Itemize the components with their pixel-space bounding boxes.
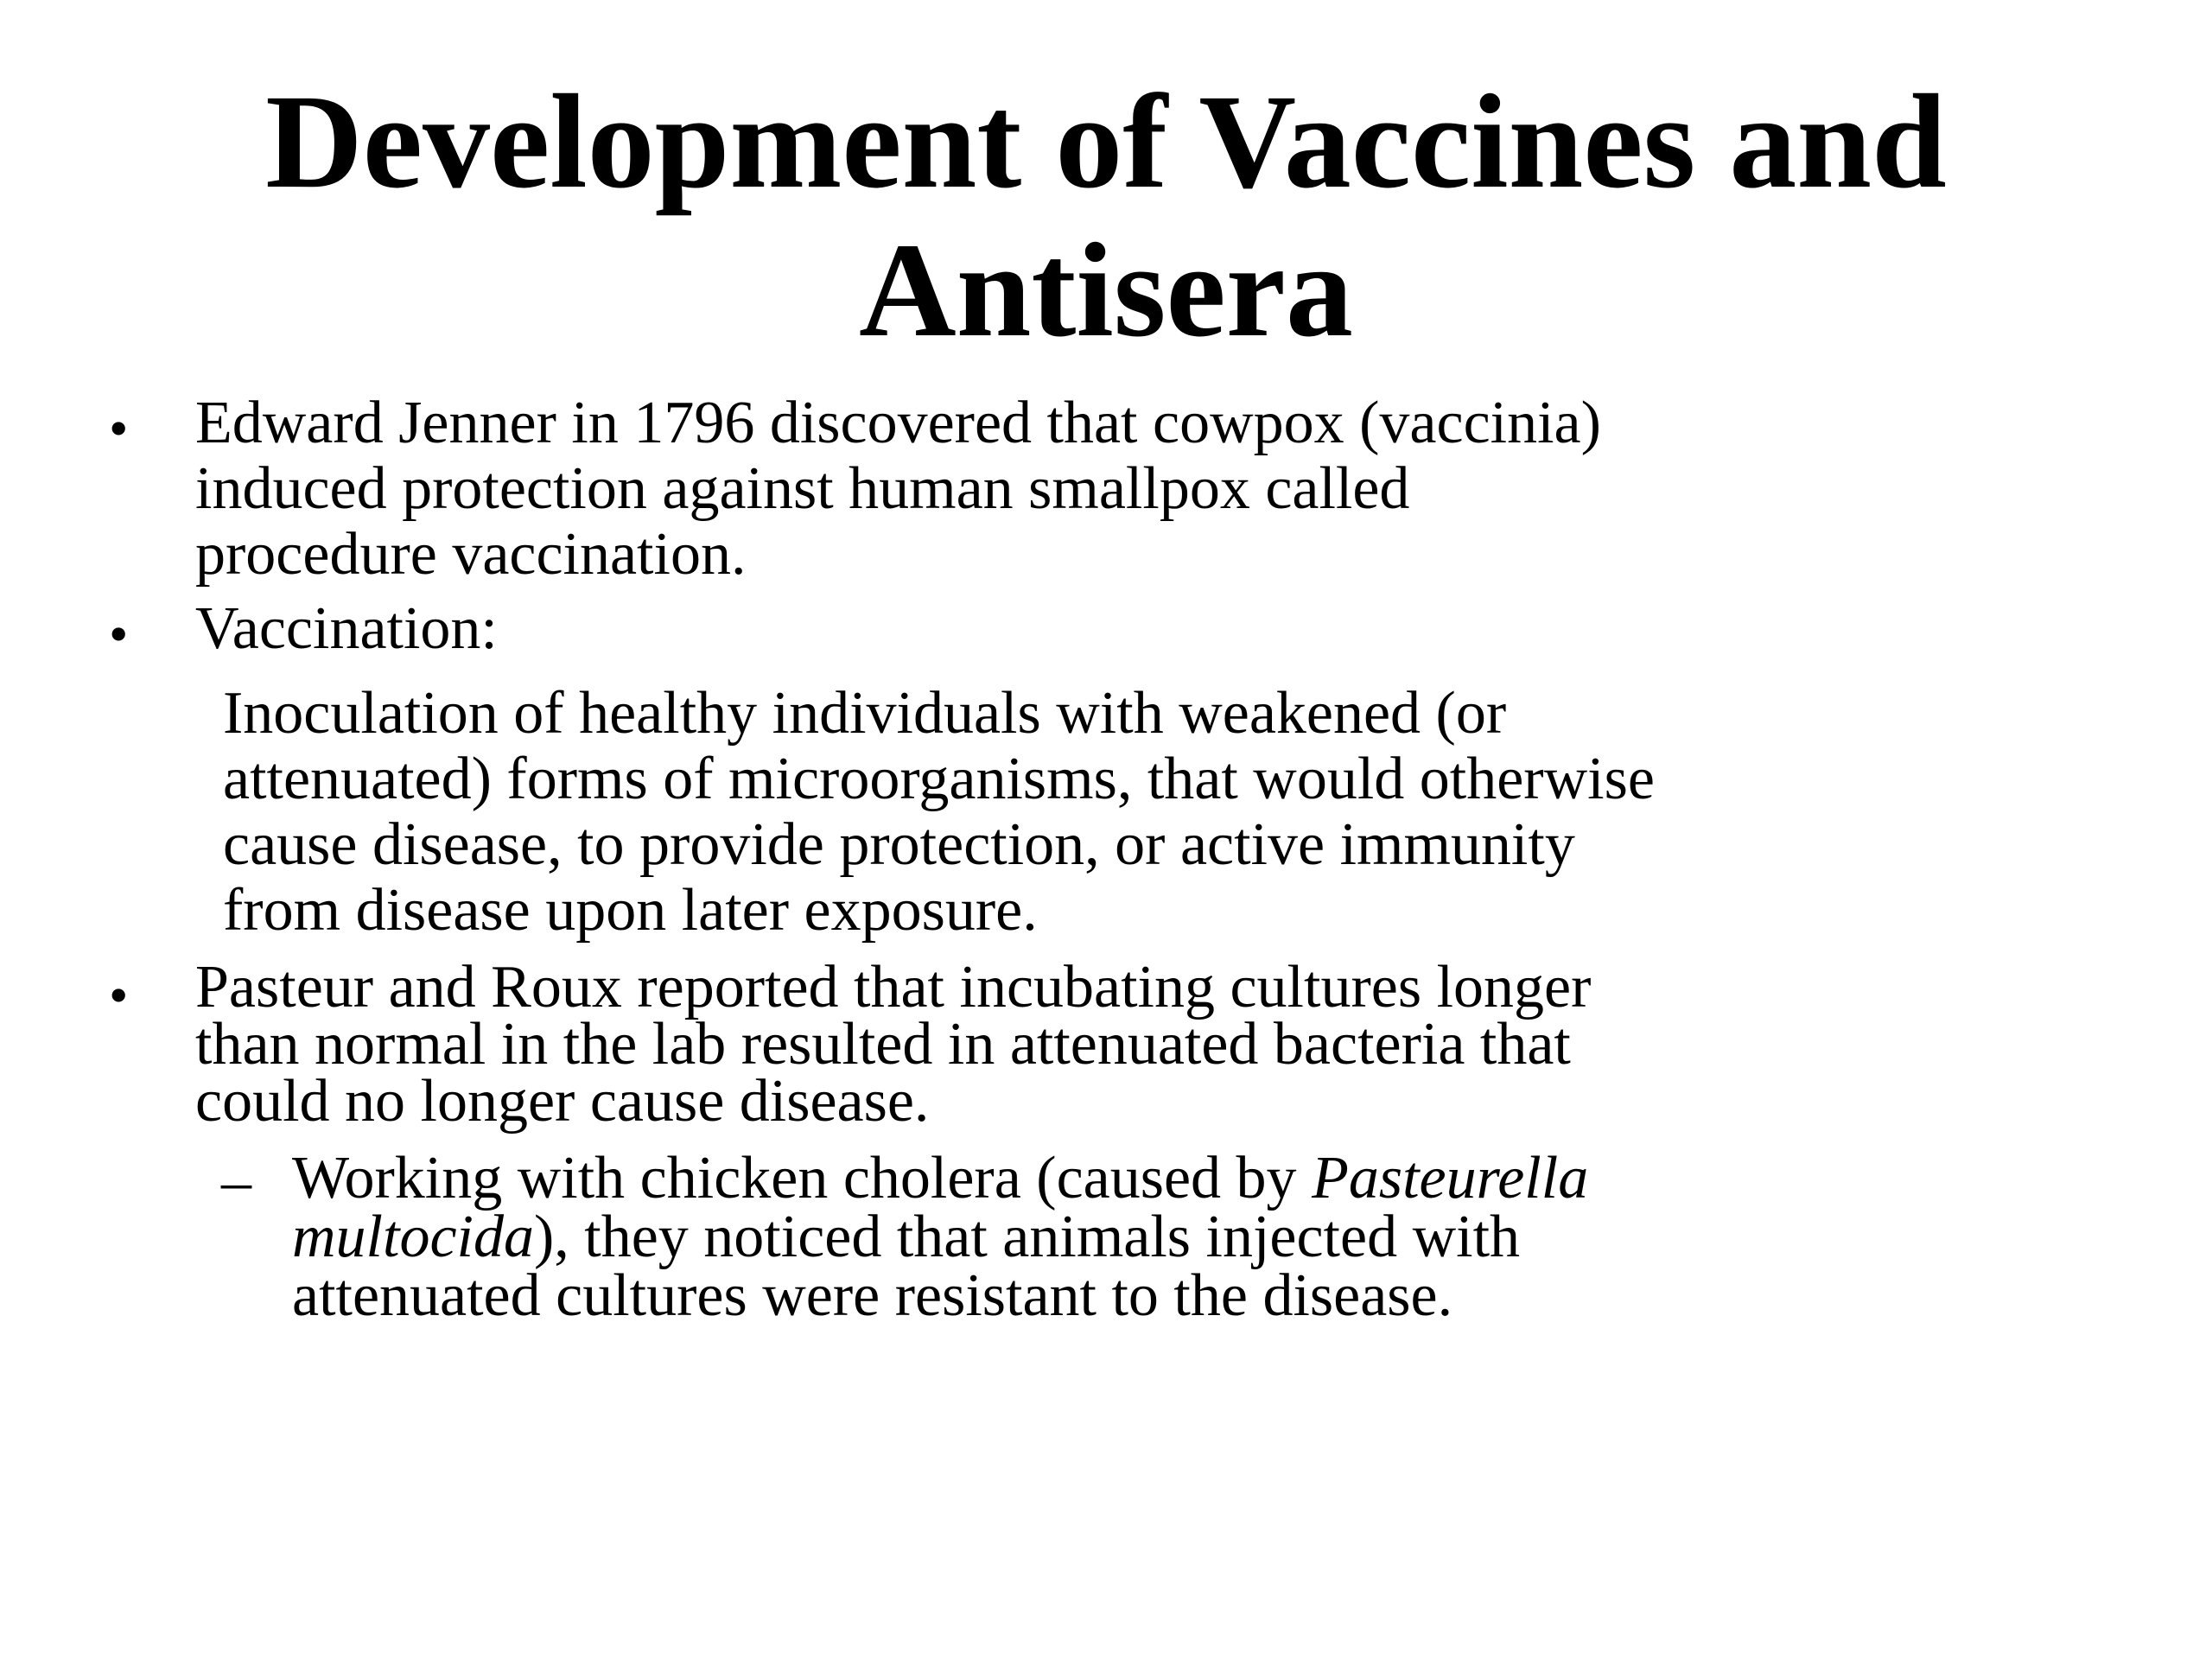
bullet-vaccination bbox=[195, 596, 498, 662]
slide-title-line-1: Development of Vaccines and bbox=[265, 67, 1947, 216]
bullet-marker: • bbox=[109, 397, 129, 459]
sub-bullet-line-1-text: Working with chicken cholera (caused by bbox=[292, 1145, 1313, 1211]
sub-bullet-line-2-text: ), they noticed that animals injected with bbox=[533, 1204, 1521, 1270]
sub-bullet-line-1 bbox=[292, 1145, 1589, 1211]
vaccination-definition-line-3: cause disease, to provide protection, or active immunity bbox=[223, 811, 1575, 878]
bullet-jenner-line-1: Edward Jenner in 1796 discovered that cowpox (vaccinia) bbox=[195, 390, 1601, 456]
species-genus-italic: Pasteurella bbox=[1312, 1145, 1589, 1211]
bullet-vaccination-line-1: Vaccination: bbox=[195, 595, 498, 662]
bullet-jenner bbox=[195, 391, 1601, 588]
bullet-pasteur-line-3: could no longer cause disease. bbox=[195, 1068, 930, 1135]
bullet-pasteur-line-1: Pasteur and Roux reported that incubating cultures longer bbox=[195, 954, 1592, 1020]
slide-title-line-2: Antisera bbox=[859, 215, 1353, 365]
bullet-pasteur bbox=[195, 954, 1592, 1135]
sub-bullet-chicken-cholera bbox=[292, 1145, 1589, 1329]
vaccination-definition bbox=[223, 681, 1655, 944]
sub-bullet-line-3: attenuated cultures were resistant to the disease. bbox=[292, 1262, 1453, 1329]
sub-bullet-marker: – bbox=[221, 1148, 251, 1215]
bullet-jenner-line-2: induced protection against human smallpox called bbox=[195, 455, 1410, 522]
sub-bullet-line-2 bbox=[292, 1204, 1588, 1270]
vaccination-definition-line-4: from disease upon later exposure. bbox=[223, 877, 1038, 944]
slide-title bbox=[173, 67, 2039, 365]
vaccination-definition-line-2: attenuated) forms of microorganisms, that would otherwise bbox=[223, 746, 1655, 812]
species-name-italic: multocida bbox=[292, 1204, 534, 1270]
bullet-marker: • bbox=[109, 603, 129, 664]
bullet-marker: • bbox=[109, 964, 129, 1026]
vaccination-definition-line-1: Inoculation of healthy individuals with weakened (or bbox=[223, 680, 1507, 747]
bullet-jenner-line-3: procedure vaccination. bbox=[195, 521, 747, 588]
bullet-pasteur-line-2: than normal in the lab resulted in attenuated bacteria that bbox=[195, 1011, 1571, 1077]
